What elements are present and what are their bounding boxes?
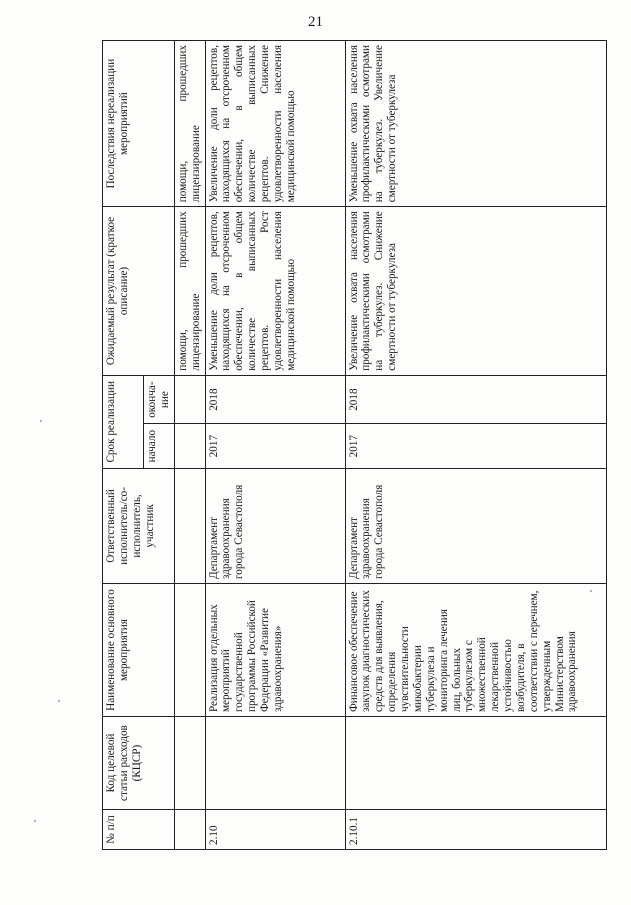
cell-name [174, 584, 205, 717]
page-number: 21 [308, 14, 323, 30]
cell-kcsr [174, 717, 205, 810]
cell-num [174, 810, 205, 850]
cell-result: помощи, прошедших лицензирование [174, 207, 205, 375]
cell-responsible [174, 468, 205, 583]
cell-kcsr [345, 717, 607, 810]
cell-end [174, 375, 205, 424]
scan-speck [58, 700, 60, 702]
header-name: Наименование основного мероприятия [103, 584, 175, 717]
table-row [345, 41, 607, 850]
header-result: Ожидаемый результат (краткое описание) [103, 207, 175, 375]
cell-num: 2.10 [205, 810, 345, 850]
cell-result: Увеличение охвата населения профилактическими осмотрами на туберкулез. Снижение смертности от туберкулеза [345, 207, 607, 375]
cell-consequences: помощи, прошедших лицензирование [174, 41, 205, 207]
scan-speck [34, 820, 36, 822]
table-row [174, 41, 205, 850]
header-start: начало [144, 424, 175, 468]
cell-consequences: Уменьшение охвата населения профилактическими осмотрами на туберкулез. Увеличение смертности от туберкулеза [345, 41, 607, 207]
cell-start: 2017 [345, 424, 607, 468]
header-term: Срок реализации [103, 375, 144, 468]
header-num: № п/п [103, 810, 175, 850]
cell-responsible: Департамент здравоохранения города Севастополя [345, 468, 607, 583]
table-row [205, 41, 345, 850]
cell-end: 2018 [205, 375, 345, 424]
scan-speck [40, 420, 42, 422]
cell-num: 2.10.1 [345, 810, 607, 850]
header-responsible: Ответственный исполнитель/со-исполнитель, участник [103, 468, 175, 583]
cell-end: 2018 [345, 375, 607, 424]
header-end: оконча-ние [144, 375, 175, 424]
header-consequences: Последствия нереализации мероприятий [103, 41, 175, 207]
activities-table [102, 40, 607, 850]
cell-responsible: Департамент здравоохранения города Севастополя [205, 468, 345, 583]
rotated-table-sheet [102, 40, 607, 850]
cell-start [174, 424, 205, 468]
cell-result: Уменьшение доли рецептов, находящихся на отсроченном обеспечении, в общем количестве выписанных рецептов. Рост удовлетворенности населения медицинской помощью [205, 207, 345, 375]
cell-kcsr [205, 717, 345, 810]
header-kcsr: Код целевой статьи расходов (КЦСР) [103, 717, 175, 810]
cell-start: 2017 [205, 424, 345, 468]
cell-consequences: Увеличение доли рецептов, находящихся на отсроченном обеспечении, в общем количестве выписанных рецептов. Снижение удовлетворенности населения медицинской помощью [205, 41, 345, 207]
scan-speck [590, 590, 592, 592]
cell-name: Реализация отдельных мероприятий государственной программы Российской Федерации «Развитие здравоохранения» [205, 584, 345, 717]
cell-name: Финансовое обеспечение закупок диагностических средств для выявления, определения чувствительности микобактерии туберкулеза и мониторинга лечения лиц, больных туберкулезом с множественной лекарственной устойчивостью возбудителя, в соответствии с перечнем, утвержденным Министерством здравоохранения [345, 584, 607, 717]
